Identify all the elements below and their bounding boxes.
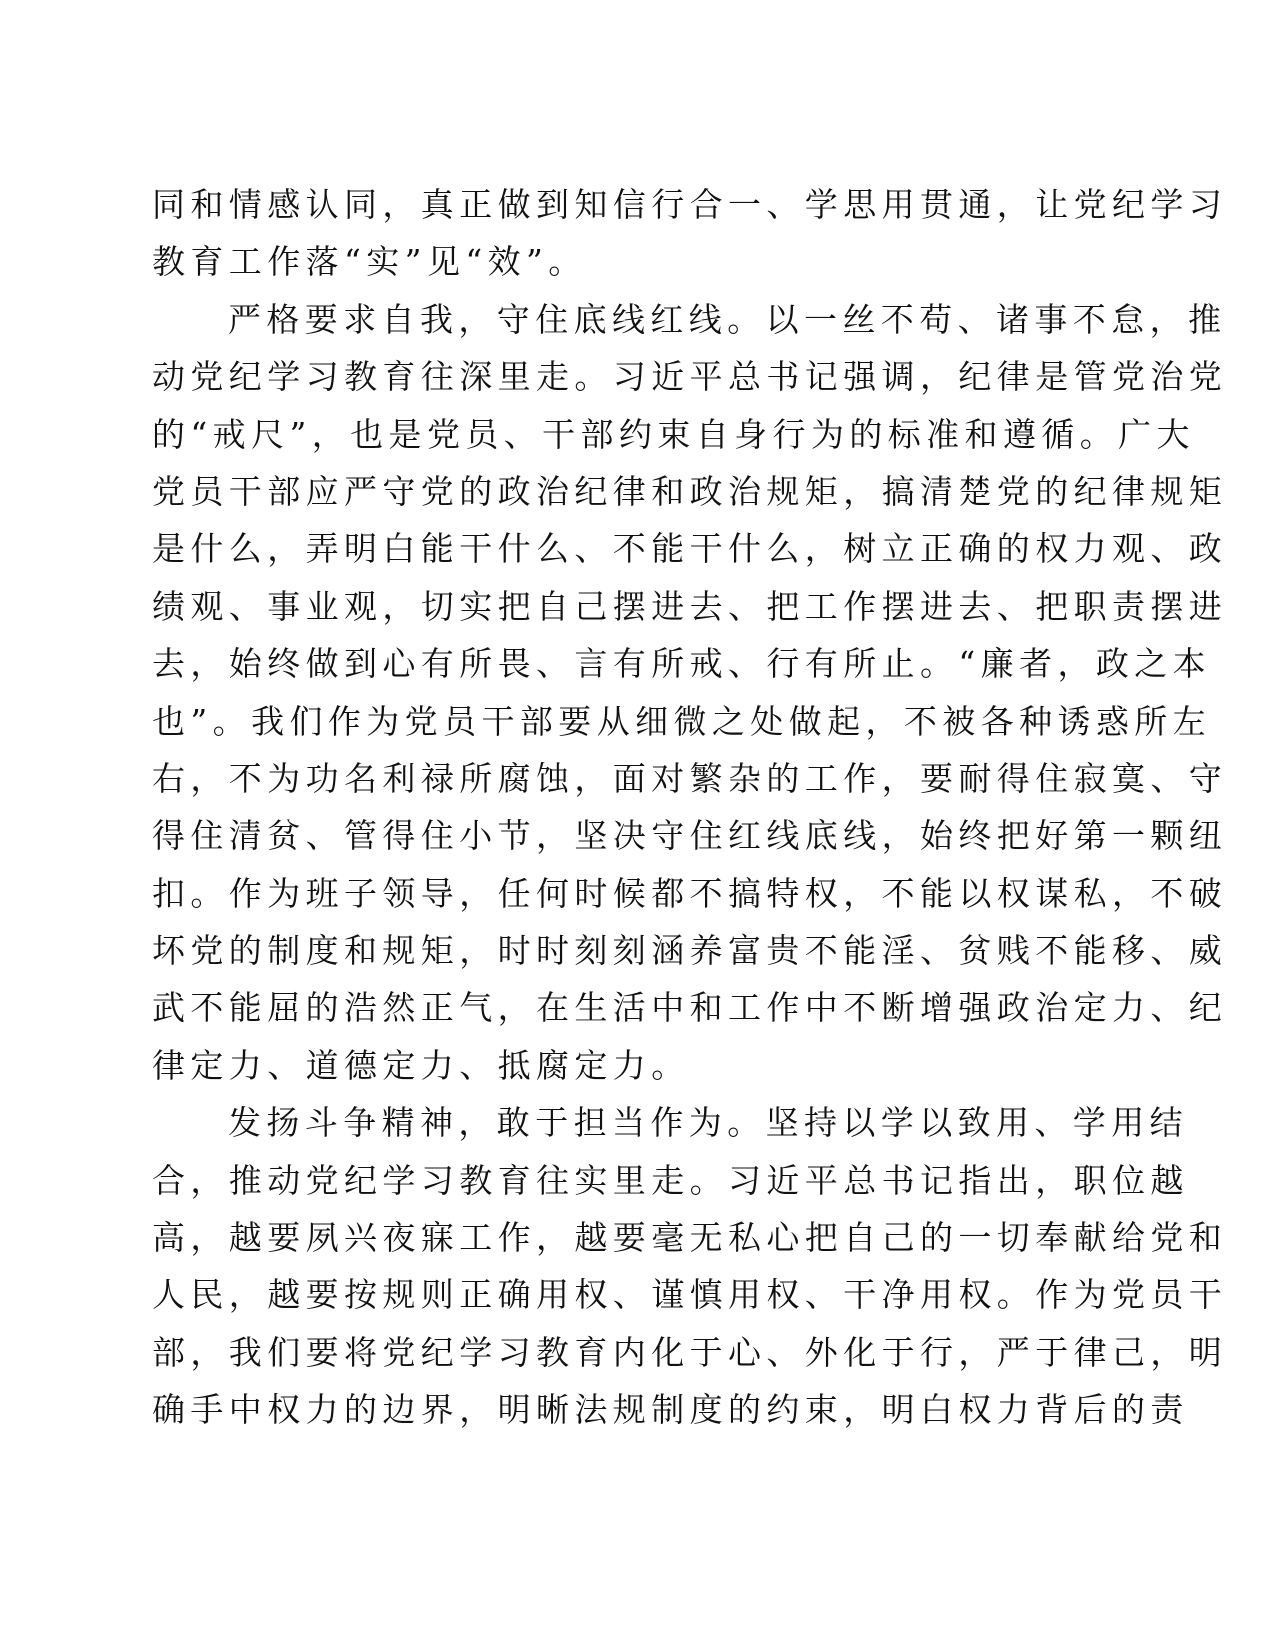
text-line: 部，我们要将党纪学习教育内化于心、外化于行，严于律己，明 bbox=[152, 1332, 1228, 1372]
text-line: 动党纪学习教育往深里走。习近平总书记强调，纪律是管党治党 bbox=[152, 357, 1228, 397]
text-line: 是什么，弄明白能干什么、不能干什么，树立正确的权力观、政 bbox=[152, 529, 1228, 569]
text-line: 的“戒尺”，也是党员、干部约束自身行为的标准和遵循。广大 bbox=[152, 414, 1195, 454]
document-body bbox=[152, 176, 1228, 1439]
text-line: 严格要求自我，守住底线红线。以一丝不苟、诸事不怠，推 bbox=[228, 299, 1227, 339]
text-line: 去，始终做到心有所畏、言有所戒、行有所止。“廉者，政之本 bbox=[152, 644, 1212, 684]
text-line: 扣。作为班子领导，任何时候都不搞特权，不能以权谋私，不破 bbox=[152, 873, 1228, 913]
text-line: 教育工作落“实”见“效”。 bbox=[152, 242, 587, 282]
text-line: 高，越要夙兴夜寐工作，越要毫无私心把自己的一切奉献给党和 bbox=[152, 1218, 1228, 1258]
text-line: 绩观、事业观，切实把自己摆进去、把工作摆进去、把职责摆进 bbox=[152, 586, 1228, 626]
text-line: 党员干部应严守党的政治纪律和政治规矩，搞清楚党的纪律规矩 bbox=[152, 471, 1228, 511]
text-line: 律定力、道德定力、抵腐定力。 bbox=[152, 1045, 690, 1085]
paragraph-2 bbox=[152, 291, 1228, 1094]
paragraph-3 bbox=[152, 1094, 1228, 1438]
paragraph-1 bbox=[152, 176, 1228, 291]
text-line: 也”。我们作为党员干部要从细微之处做起，不被各种诱惑所左 bbox=[152, 701, 1212, 741]
text-line: 得住清贫、管得住小节，坚决守住红线底线，始终把好第一颗纽 bbox=[152, 816, 1228, 856]
text-line: 右，不为功名利禄所腐蚀，面对繁杂的工作，要耐得住寂寞、守 bbox=[152, 758, 1228, 798]
text-line: 确手中权力的边界，明晰法规制度的约束，明白权力背后的责 bbox=[152, 1390, 1189, 1430]
text-line: 同和情感认同，真正做到知信行合一、学思用贯通，让党纪学习 bbox=[152, 185, 1228, 224]
text-line: 坏党的制度和规矩，时时刻刻涵养富贵不能淫、贫贱不能移、威 bbox=[152, 931, 1228, 971]
text-line: 人民，越要按规则正确用权、谨慎用权、干净用权。作为党员干 bbox=[152, 1275, 1228, 1315]
text-line: 合，推动党纪学习教育往实里走。习近平总书记指出，职位越 bbox=[152, 1160, 1189, 1200]
text-line: 武不能屈的浩然正气，在生活中和工作中不断增强政治定力、纪 bbox=[152, 988, 1228, 1028]
text-line: 发扬斗争精神，敢于担当作为。坚持以学以致用、学用结 bbox=[228, 1103, 1188, 1143]
